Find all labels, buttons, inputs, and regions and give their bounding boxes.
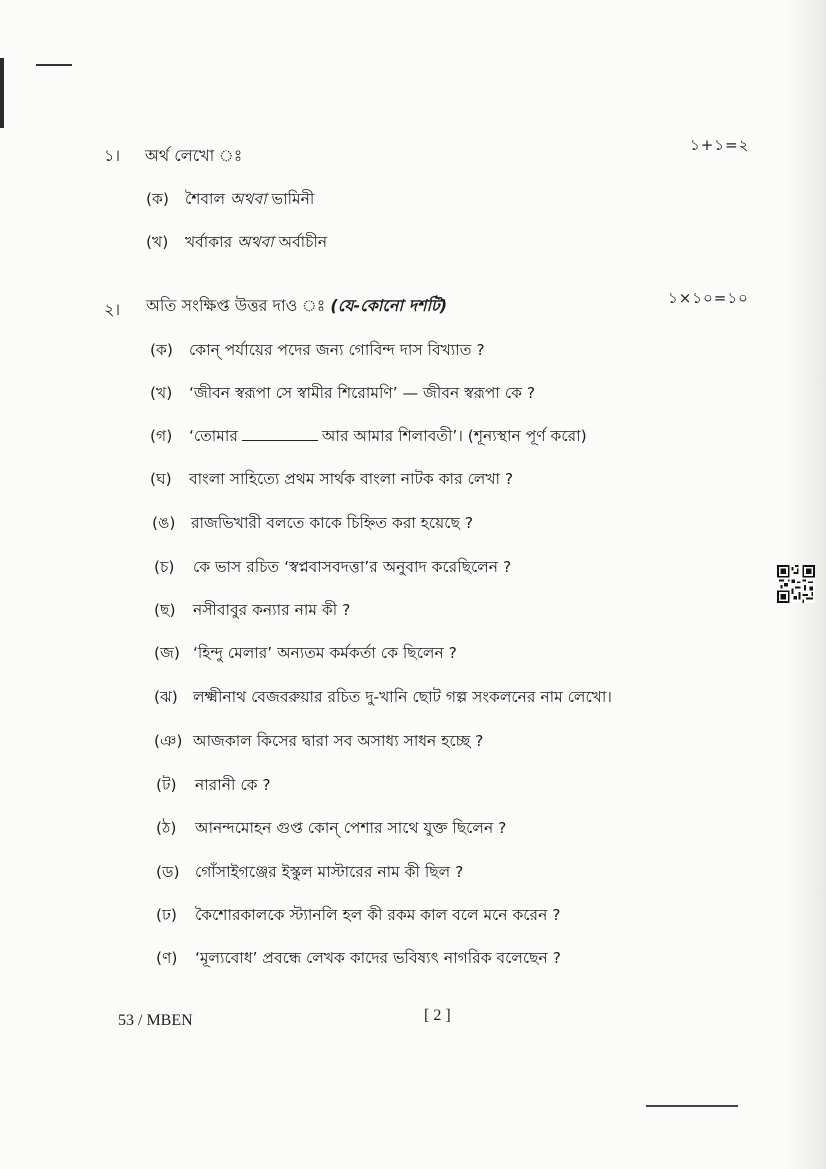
item-label: (ড)	[156, 863, 180, 881]
q2-item-dha	[156, 903, 560, 929]
q1-item-kha	[146, 230, 327, 256]
item-label: (ঠ)	[156, 819, 177, 837]
q2-item-ja	[154, 641, 457, 667]
item-label: (খ)	[150, 384, 173, 402]
q1-item-ka	[146, 187, 314, 213]
page-number: [ 2 ]	[424, 1007, 451, 1024]
item-label: (ণ)	[156, 949, 178, 967]
item-label: (ঙ)	[152, 514, 176, 532]
item-label: (ক)	[146, 190, 169, 208]
scan-line-bottom	[646, 1105, 738, 1107]
item-text: রাজভিখারী বলতে কাকে চিহ্নিত করা হয়েছে ?	[190, 514, 474, 532]
item-word-b: ভামিনী	[271, 190, 315, 208]
q2-item-ga	[150, 424, 587, 450]
q2-item-chha	[154, 598, 350, 624]
q2-item-tha	[156, 816, 506, 842]
item-separator: অথবা	[237, 233, 274, 251]
q2-item-cha	[154, 555, 511, 581]
fill-blank	[242, 440, 318, 441]
q2-item-nya	[154, 729, 483, 755]
item-text: ‘হিন্দু মেলার’ অন্যতম কর্মকর্তা কে ছিলেন ?	[192, 644, 457, 662]
item-text: গোঁসাইগঞ্জের ইস্কুল মাস্টারের নাম কী ছিল ?	[194, 863, 464, 881]
q1-title: অর্থ লেখো ঃ	[145, 146, 243, 165]
item-text: লক্ষ্মীনাথ বেজবরুয়ার রচিত দু-খানি ছোট গল্প সংকলনের নাম লেখো।	[192, 688, 612, 706]
item-word-a: খর্বাকার	[184, 233, 233, 251]
item-label: (জ)	[154, 644, 180, 662]
item-text: ‘জীবন স্বরূপা সে স্বামীর শিরোমণি’ — জীবন স্বরূপা কে ?	[188, 384, 536, 402]
item-word-b: অর্বাচীন	[278, 233, 328, 251]
item-text: নসীবাবুর কন্যার নাম কী ?	[192, 601, 351, 619]
item-text: কৈশোরকালকে স্ট্যানলি হল কী রকম কাল বলে মনে করেন ?	[194, 906, 561, 924]
q2-title-text: অতি সংক্ষিপ্ত উত্তর দাও ঃ	[146, 296, 326, 315]
item-label: (ক)	[150, 341, 173, 359]
scan-edge-mark	[0, 58, 4, 128]
q2-marks: ১×১০=১০	[668, 289, 749, 307]
q1-marks: ১+১=২	[690, 136, 750, 154]
q1-number: ১।	[104, 146, 121, 165]
q2-item-uma	[152, 511, 473, 537]
item-text: কে ভাস রচিত ‘স্বপ্নবাসবদত্তা’র অনুবাদ করেছিলেন ?	[192, 558, 512, 576]
item-label: (ছ)	[154, 601, 176, 619]
item-label: (ঢ)	[156, 906, 177, 924]
q2-item-na	[156, 946, 561, 972]
q2-item-kha	[150, 381, 535, 407]
q2-item-ta	[156, 773, 271, 799]
q2-item-gha	[150, 467, 513, 493]
item-text: ‘মূল্যবোধ’ প্রবন্ধে লেখক কাদের ভবিষ্যৎ নাগরিক বলেছেন ?	[194, 949, 561, 967]
item-text: আজকাল কিসের দ্বারা সব অসাধ্য সাধন হচ্ছে ?	[192, 732, 484, 750]
item-label: (খ)	[146, 233, 169, 251]
q2-item-da	[156, 860, 463, 886]
item-text-after: আর আমার শিলাবতী’। (শূন্যস্থান পূর্ণ করো)	[321, 427, 587, 445]
q2-title	[146, 293, 447, 320]
item-separator: অথবা	[230, 190, 267, 208]
scan-line-top	[36, 64, 72, 66]
item-label: (ঘ)	[150, 470, 172, 488]
item-text: বাংলা সাহিত্যে প্রথম সার্থক বাংলা নাটক কার লেখা ?	[188, 470, 514, 488]
item-text: নারানী কে ?	[194, 776, 271, 794]
item-text: আনন্দমোহন গুপ্ত কোন্ পেশার সাথে যুক্ত ছিলেন ?	[194, 819, 507, 837]
item-label: (গ)	[150, 427, 173, 445]
paper-code: 53 / MBEN	[118, 1012, 193, 1029]
item-word-a: শৈবাল	[184, 190, 226, 208]
q2-qualifier: (যে-কোনো দশটি)	[330, 296, 448, 315]
q2-number: ২।	[104, 300, 121, 319]
qr-code-icon	[777, 565, 815, 603]
item-label: (চ)	[154, 558, 175, 576]
item-text: কোন্ পর্যায়ের পদের জন্য গোবিন্দ দাস বিখ্যাত ?	[188, 341, 485, 359]
item-label: (ঝ)	[154, 688, 178, 706]
item-label: (ঞ)	[154, 732, 183, 750]
q2-item-jha	[154, 685, 612, 711]
item-text-before: ‘তোমার	[188, 427, 238, 445]
q2-item-ka	[150, 338, 485, 364]
item-label: (ট)	[156, 776, 177, 794]
